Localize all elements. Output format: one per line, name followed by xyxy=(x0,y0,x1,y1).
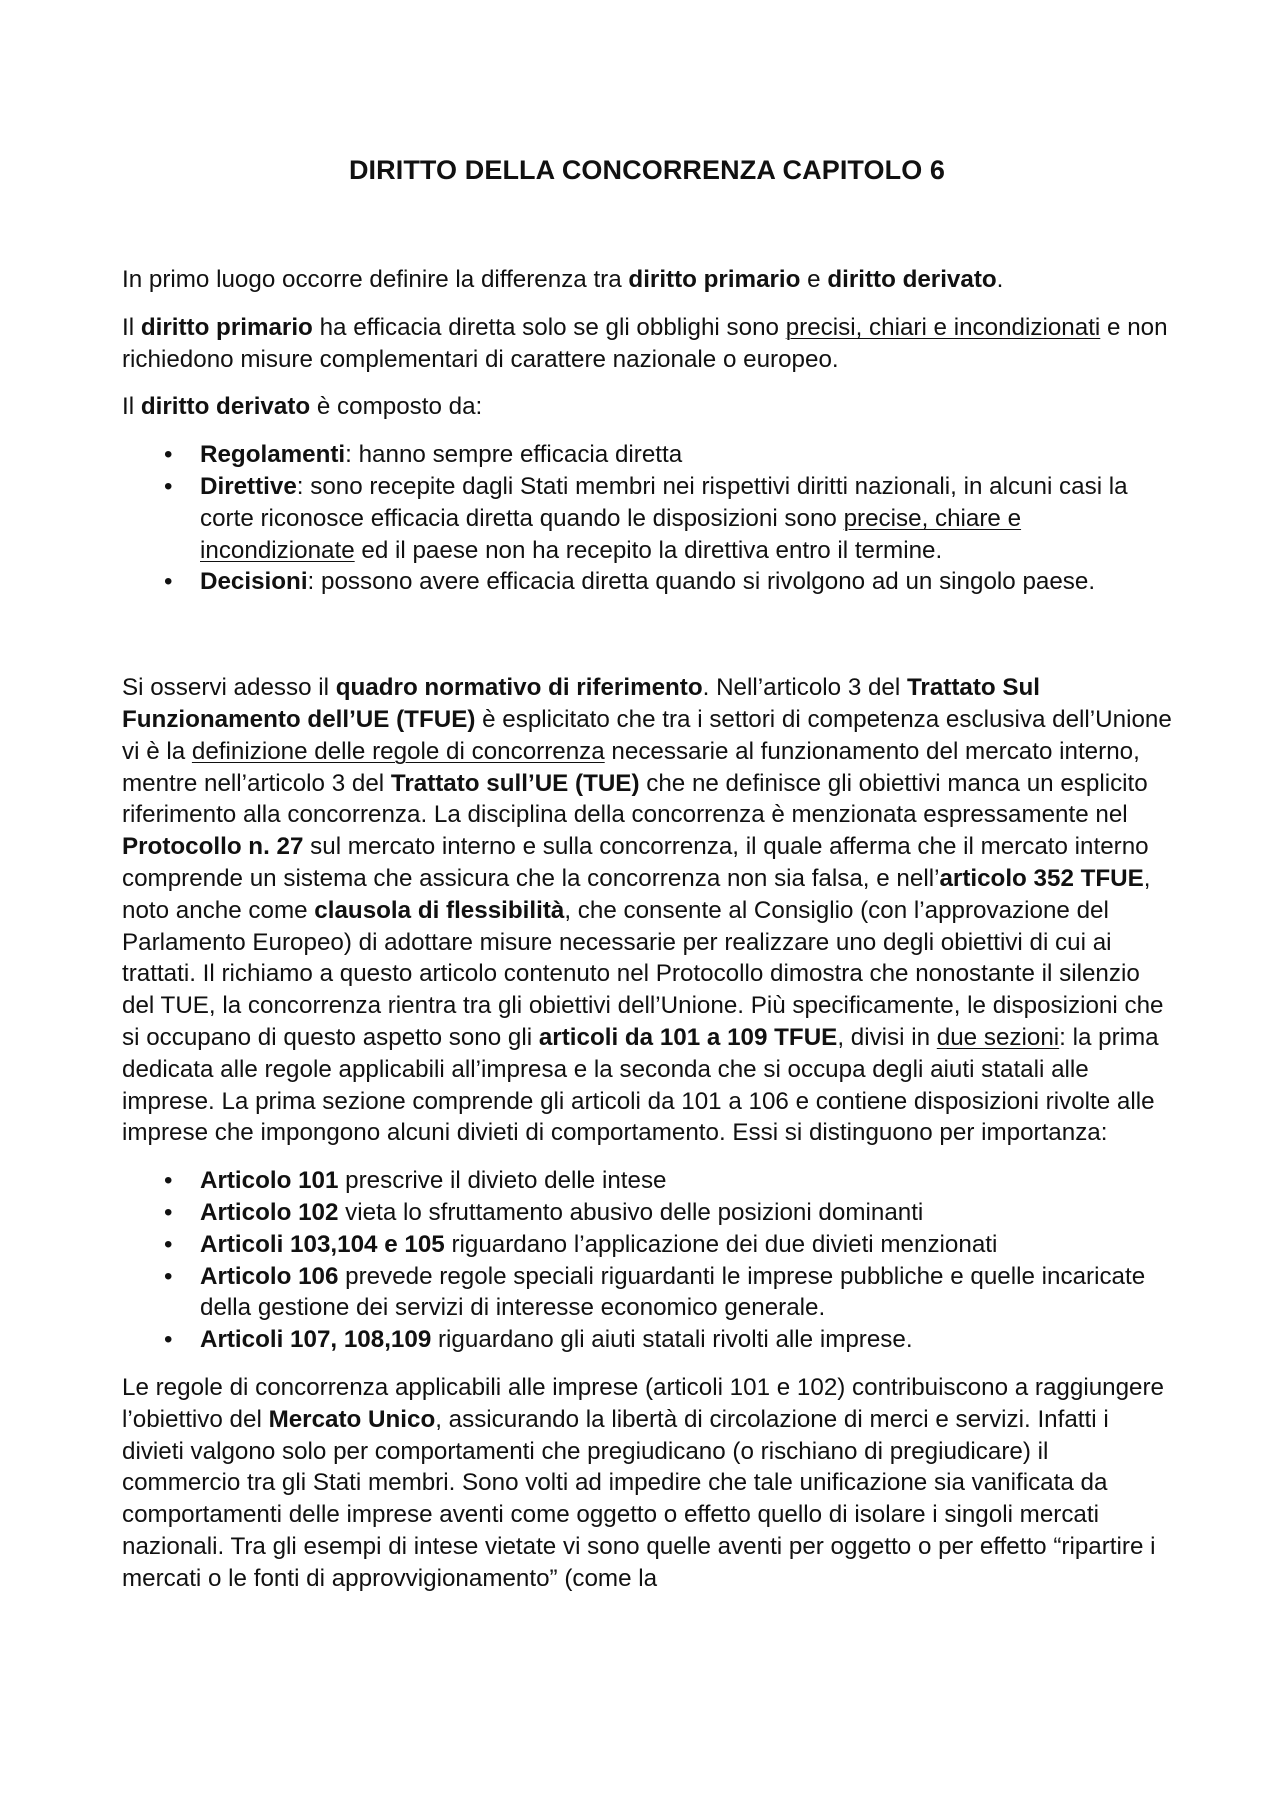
bold-text: articolo 352 TFUE xyxy=(939,864,1144,892)
list-item: • Articolo 101 prescrive il divieto delle intese xyxy=(122,1165,1172,1197)
bold-text: Articolo 101 xyxy=(200,1167,339,1195)
bold-text: quadro normativo di riferimento xyxy=(335,674,703,702)
bold-text: Trattato Sul Funzionamento dell’UE (TFUE) xyxy=(122,674,1041,733)
list-item: • Decisioni: possono avere efficacia diretta quando si rivolgono ad un singolo paese. xyxy=(122,566,1172,598)
list-item: • Articoli 107, 108,109 riguardano gli aiuti statali rivolti alle imprese. xyxy=(122,1324,1172,1356)
bold-text: diritto primario xyxy=(140,313,313,341)
bold-text: diritto primario xyxy=(628,266,801,293)
paragraph-intro: In primo luogo occorre definire la differenza tra diritto primario e diritto derivato. xyxy=(122,266,1004,293)
list-item: • Articolo 106 prevede regole speciali riguardanti le imprese pubbliche e quelle incaricate della gestione dei servizi di interesse economico generale. xyxy=(164,1262,1146,1322)
list-diritto-derivato xyxy=(122,439,1172,598)
paragraph-diritto-derivato: Il diritto derivato è composto da: xyxy=(122,393,483,421)
bullet-icon: • xyxy=(164,1198,173,1226)
bullet-icon: • xyxy=(164,441,173,469)
document-body xyxy=(122,264,1172,1610)
bullet-icon: • xyxy=(164,472,173,500)
bold-text: articoli da 101 a 109 TFUE xyxy=(538,1023,838,1051)
bold-text: Articoli 103,104 e 105 xyxy=(200,1230,445,1258)
paragraph-quadro-normativo: Si osservi adesso il quadro normativo di riferimento. Nell’articolo 3 del Trattato Sul Funzionamento dell’UE (TFUE) è esplicitato che tra i settori di competenza esclusiva dell’Unione vi è la definizione delle regole di concorrenza necessarie al funzionamento del mercato interno, mentre nell’articolo 3 del Trattato sull’UE (TUE) che ne definisce gli obiettivi manca un esplicito riferimento alla concorrenza. La disciplina della concorrenza è menzionata espressamente nel Protocollo n. 27 sul mercato interno e sulla concorrenza, il quale afferma che il mercato interno comprende un sistema che assicura che la concorrenza non sia falsa, e nell’articolo 352 TFUE, noto anche come clausola di flessibilità, che consente al Consiglio (con l’approvazione del Parlamento Europeo) di adottare misure necessarie per realizzare uno degli obiettivi di cui ai trattati. Il richiamo a questo articolo contenuto nel Protocollo dimostra che nonostante il silenzio del TUE, la concorrenza rientra tra gli obiettivi dell’Unione. Più specificamente, le disposizioni che si occupano di questo aspetto sono gli articoli da 101 a 109 TFUE, divisi in due sezioni: la prima dedicata alle regole applicabili all’impresa e la seconda che si occupa degli aiuti statali alle imprese. La prima sezione comprende gli articoli da 101 a 106 e contiene disposizioni rivolte alle imprese che impongono alcuni divieti di comportamento. Essi si distinguono per importanza: xyxy=(122,674,1172,1147)
bold-text: Articolo 102 xyxy=(200,1198,339,1226)
bold-text: Mercato Unico xyxy=(268,1405,436,1433)
bullet-icon: • xyxy=(164,568,173,596)
list-articoli xyxy=(122,1165,1172,1356)
underlined-text: precise, chiare e incondizionate xyxy=(200,504,1022,564)
bold-text: Articolo 106 xyxy=(200,1262,339,1290)
bold-text: diritto derivato xyxy=(827,266,997,293)
bold-text: diritto derivato xyxy=(140,393,311,421)
spacer xyxy=(122,614,1172,672)
bold-text: Decisioni xyxy=(200,568,308,596)
list-item: • Direttive: sono recepite dagli Stati membri nei rispettivi diritti nazionali, in alcuni casi la corte riconosce efficacia diretta quando le disposizioni sono precise, chiare e incondizionate ed il paese non ha recepito la direttiva entro il termine. xyxy=(164,472,1128,564)
underlined-text: definizione delle regole di concorrenza xyxy=(191,737,605,765)
bold-text: Trattato sull’UE (TUE) xyxy=(390,769,640,797)
bold-text: Direttive xyxy=(200,472,297,500)
bold-text: clausola di flessibilità xyxy=(314,896,565,924)
bullet-icon: • xyxy=(164,1167,173,1195)
bold-text: Protocollo n. 27 xyxy=(122,833,304,861)
page-title: DIRITTO DELLA CONCORRENZA CAPITOLO 6 xyxy=(348,155,946,185)
list-item: • Regolamenti: hanno sempre efficacia diretta xyxy=(122,439,1172,471)
underlined-text: precisi, chiari e incondizionati xyxy=(785,313,1101,341)
bullet-icon: • xyxy=(164,1326,173,1354)
list-item: • Articoli 103,104 e 105 riguardano l’applicazione dei due divieti menzionati xyxy=(122,1229,1172,1261)
bold-text: Regolamenti xyxy=(200,441,346,469)
bullet-icon: • xyxy=(164,1262,173,1290)
underlined-text: due sezioni xyxy=(936,1023,1060,1051)
paragraph-diritto-primario: Il diritto primario ha efficacia diretta solo se gli obblighi sono precisi, chiari e incondizionati e non richiedono misure complementari di carattere nazionale o europeo. xyxy=(122,313,1168,373)
paragraph-mercato-unico: Le regole di concorrenza applicabili alle imprese (articoli 101 e 102) contribuiscono a raggiungere l’obiettivo del Mercato Unico, assicurando la libertà di circolazione di merci e servizi. Infatti i divieti valgono solo per comportamenti che pregiudicano (o rischiano di pregiudicare) il commercio tra gli Stati membri. Sono volti ad impedire che tale unificazione sia vanificata da comportamenti delle imprese aventi come oggetto o effetto quello di isolare i singoli mercati nazionali. Tra gli esempi di intese vietate vi sono quelle aventi per oggetto o per effetto “ripartire i mercati o le fonti di approvvigionamento” (come la xyxy=(122,1373,1165,1592)
bullet-icon: • xyxy=(164,1230,173,1258)
list-item: • Articolo 102 vieta lo sfruttamento abusivo delle posizioni dominanti xyxy=(122,1197,1172,1229)
bold-text: Articoli 107, 108,109 xyxy=(200,1326,432,1354)
